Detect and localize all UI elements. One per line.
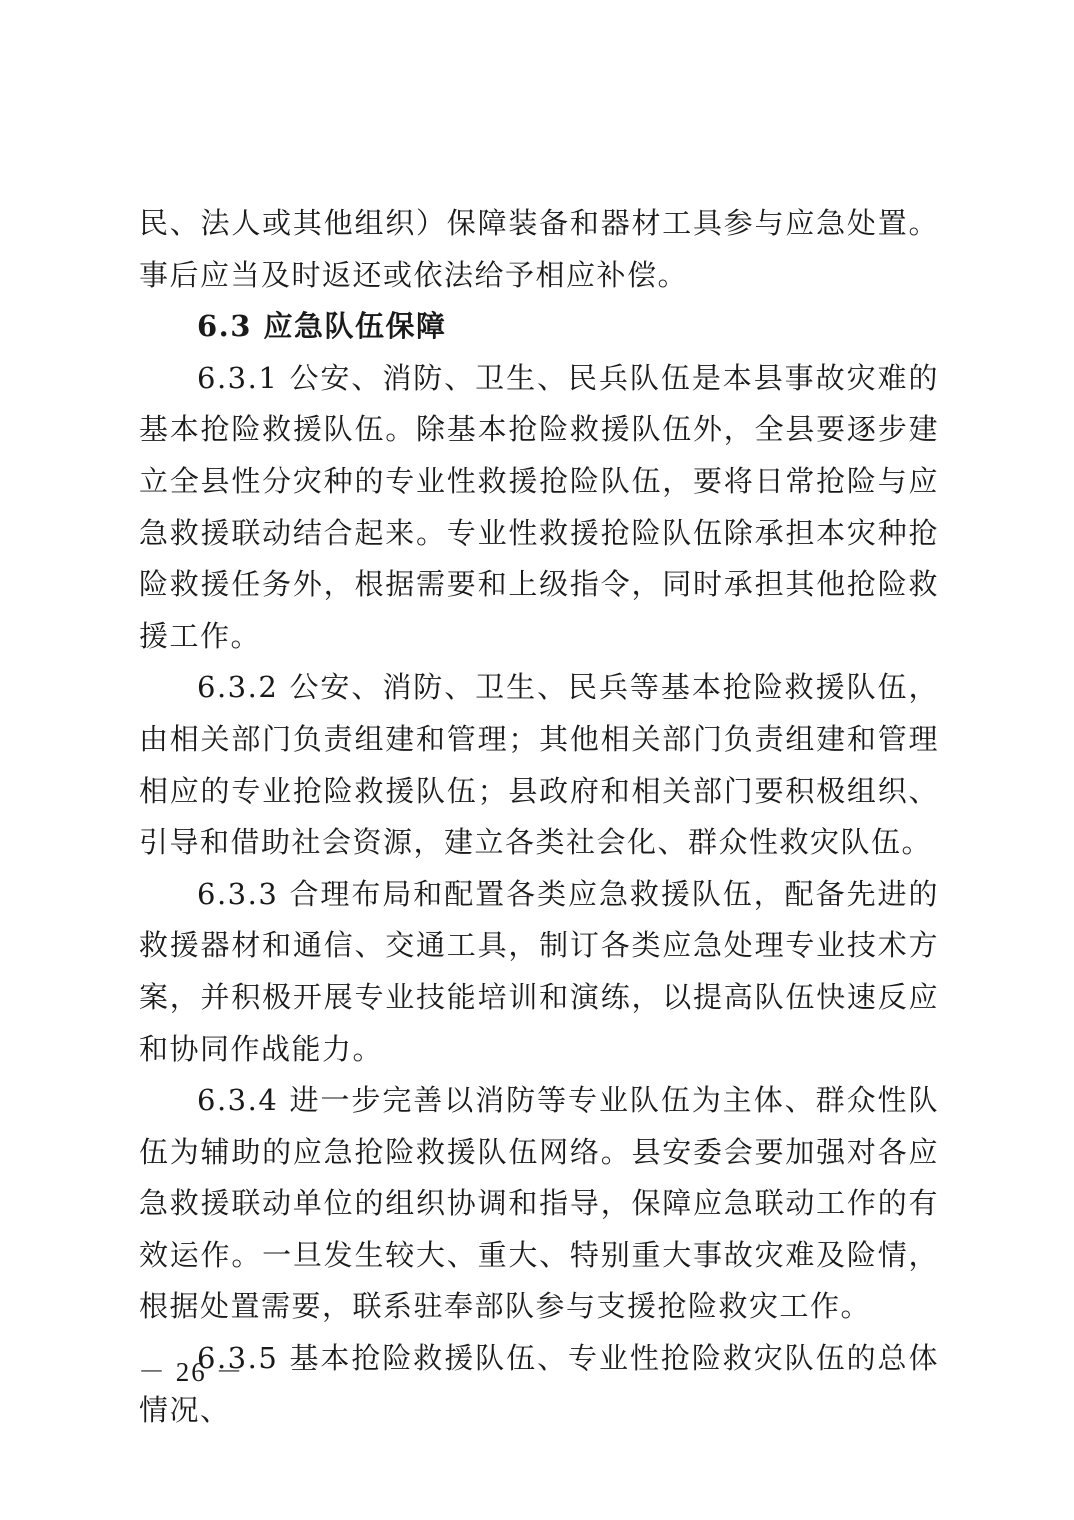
document-body <box>139 198 939 1436</box>
paragraph-6-3-4: 6.3.4 进一步完善以消防等专业队伍为主体、群众性队伍为辅助的应急抢险救援队伍网络。县安委会要加强对各应急救援联动单位的组织协调和指导，保障应急联动工作的有效运作。一旦发生较大、重大、特别重大事故灾难及险情，根据处置需要，联系驻奉部队参与支援抢险救灾工作。 <box>139 1083 939 1324</box>
paragraph-continuation: 民、法人或其他组织）保障装备和器材工具参与应急处置。事后应当及时返还或依法给予相应补偿。 <box>139 206 939 292</box>
paragraph-6-3-1: 6.3.1 公安、消防、卫生、民兵队伍是本县事故灾难的基本抢险救援队伍。除基本抢险救援队伍外，全县要逐步建立全县性分灾种的专业性救援抢险队伍，要将日常抢险与应急救援联动结合起来。专业性救援抢险队伍除承担本灾种抢险救援任务外，根据需要和上级指令，同时承担其他抢险救援工作。 <box>139 360 939 653</box>
section-heading-6-3: 6.3 应急队伍保障 <box>197 309 447 344</box>
page-number: － 26 － <box>138 1357 245 1387</box>
paragraph-6-3-3: 6.3.3 合理布局和配置各类应急救援队伍，配备先进的救援器材和通信、交通工具，制订各类应急处理专业技术方案，并积极开展专业技能培训和演练，以提高队伍快速反应和协同作战能力。 <box>139 876 939 1066</box>
paragraph-6-3-5: 6.3.5 基本抢险救援队伍、专业性抢险救灾队伍的总体情况、 <box>139 1341 939 1427</box>
paragraph-6-3-2: 6.3.2 公安、消防、卫生、民兵等基本抢险救援队伍，由相关部门负责组建和管理；其他相关部门负责组建和管理相应的专业抢险救援队伍；县政府和相关部门要积极组织、引导和借助社会资源，建立各类社会化、群众性救灾队伍。 <box>139 670 939 860</box>
